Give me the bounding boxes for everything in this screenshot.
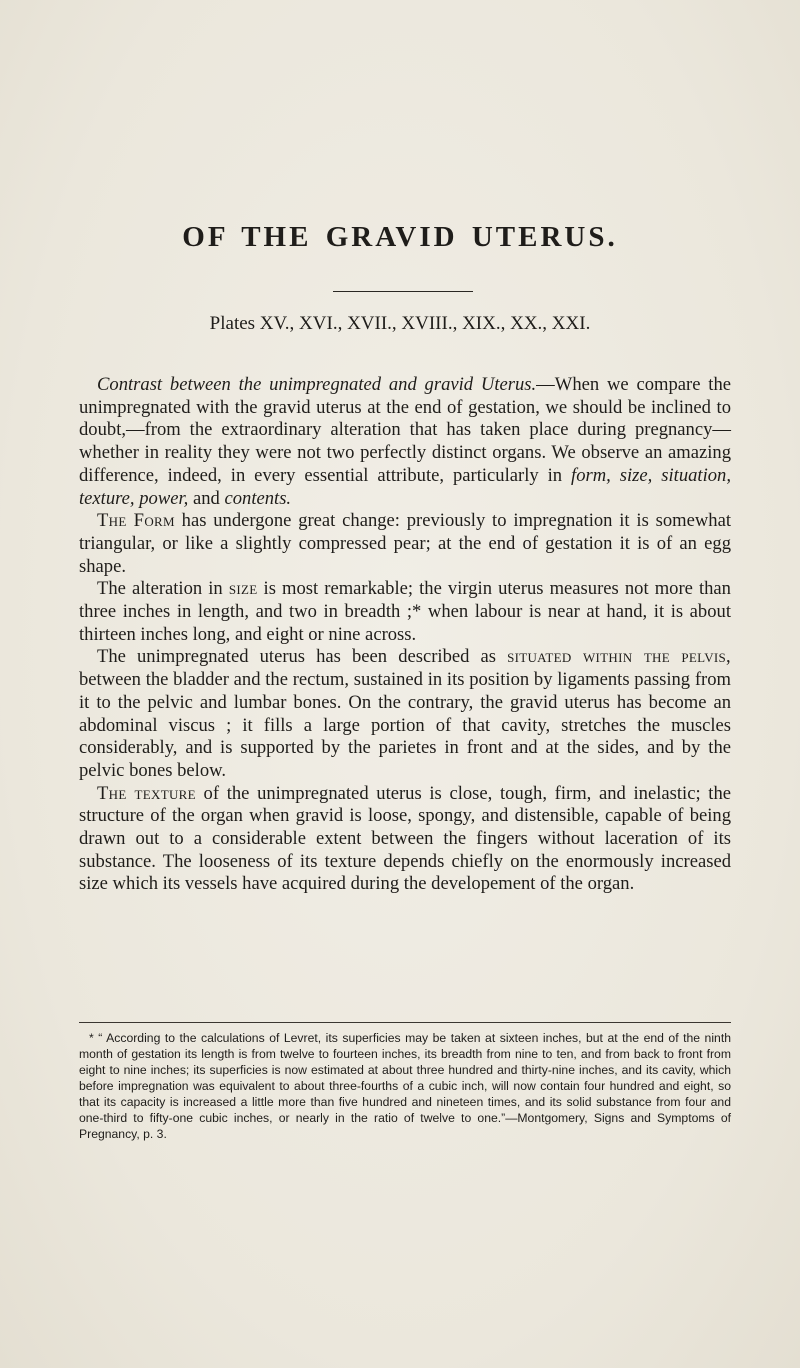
paragraph-form: [79, 510, 731, 578]
paragraph-text: —When we compare the unimpregnated with the gravid uterus at the end of gestation, we should be inclined to doubt,—from the extraordinary alteration that has taken place during pregnancy—whether in reality they were not two perfectly distinct organs. We observe an amazing difference, indeed, in every essential attribute, particularly in: [79, 374, 731, 486]
paragraph-lead: Contrast between the unimpregnated and gravid Uterus.: [97, 374, 537, 395]
paragraph-text: and: [188, 487, 225, 509]
plates-reference: Plates XV., XVI., XVII., XVIII., XIX., XX., XXI.: [209, 313, 591, 334]
small-caps-heading: size: [228, 578, 258, 600]
chapter-title: OF THE GRAVID UTERUS.: [182, 221, 618, 253]
paragraph-contrast: [79, 374, 731, 510]
footnote-divider: [79, 1022, 731, 1023]
paragraph-text: The alteration in: [97, 578, 229, 600]
paragraph-texture: [79, 783, 731, 897]
paragraph-text: has undergone great change: previously to impregnation it is somewhat triangular, or like a slightly compressed pear; at the end of gestation it is of an egg shape.: [79, 510, 731, 577]
paragraph-text: of the unimpregnated uterus is close, tough, firm, and inelastic; the structure of the organ when gravid is loose, spongy, and distensible, capable of being drawn out to a considerable extent between the fingers without laceration of its substance. The looseness of its texture depends chiefly on the enormously increased size which its vessels have acquired during the developement of the organ.: [79, 782, 731, 895]
footnote: * “ According to the calculations of Levret, its superficies may be taken at sixteen inches, but at the end of the ninth month of gestation its length is from twelve to fourteen inches, its breadth from nine to ten, and from back to front from eight to nine inches; its superficies is now estimated at about three hundred and thirty-nine inches, and its cavity, which before impregnation was equivalent to about three-fourths of a cubic inch, will now contain four hundred and eight, so that its capacity is increased a little more than five hundred and nineteen times, and its solid substance from four and one-third to fifty-one cubic inches, or nearly in the ratio of twelve to one.”—Montgomery, Signs and Symptoms of Pregnancy, p. 3.: [79, 1031, 731, 1141]
paragraph-text: between the bladder and the rectum, sustained in its position by ligaments passing from it to the pelvic and lumbar bones. On the contrary, the gravid uterus has become an abdominal viscus ; it fills a large portion of that cavity, stretches the muscles considerably, and is supported by the parietes in front and at the sides, and by the pelvic bones below.: [79, 669, 731, 781]
paragraph-text: The unimpregnated uterus has been described as: [97, 646, 508, 668]
paragraph-text: is most remarkable; the virgin uterus measures not more than three inches in length, and two in breadth ;* when labour is near at hand, it is about thirteen inches long, and eight or nine across.: [79, 578, 731, 645]
small-caps-heading: The Form: [97, 510, 175, 532]
small-caps-heading: situated within the pelvis,: [507, 646, 731, 668]
title-divider: [333, 291, 473, 292]
body-text: [79, 374, 731, 896]
paragraph-situation: [79, 646, 731, 782]
emphasis-attributes: form, size, situation, texture, power,: [79, 464, 731, 509]
small-caps-heading: The texture: [97, 782, 196, 804]
emphasis-contents: contents.: [224, 487, 292, 509]
paragraph-size: [79, 578, 731, 646]
